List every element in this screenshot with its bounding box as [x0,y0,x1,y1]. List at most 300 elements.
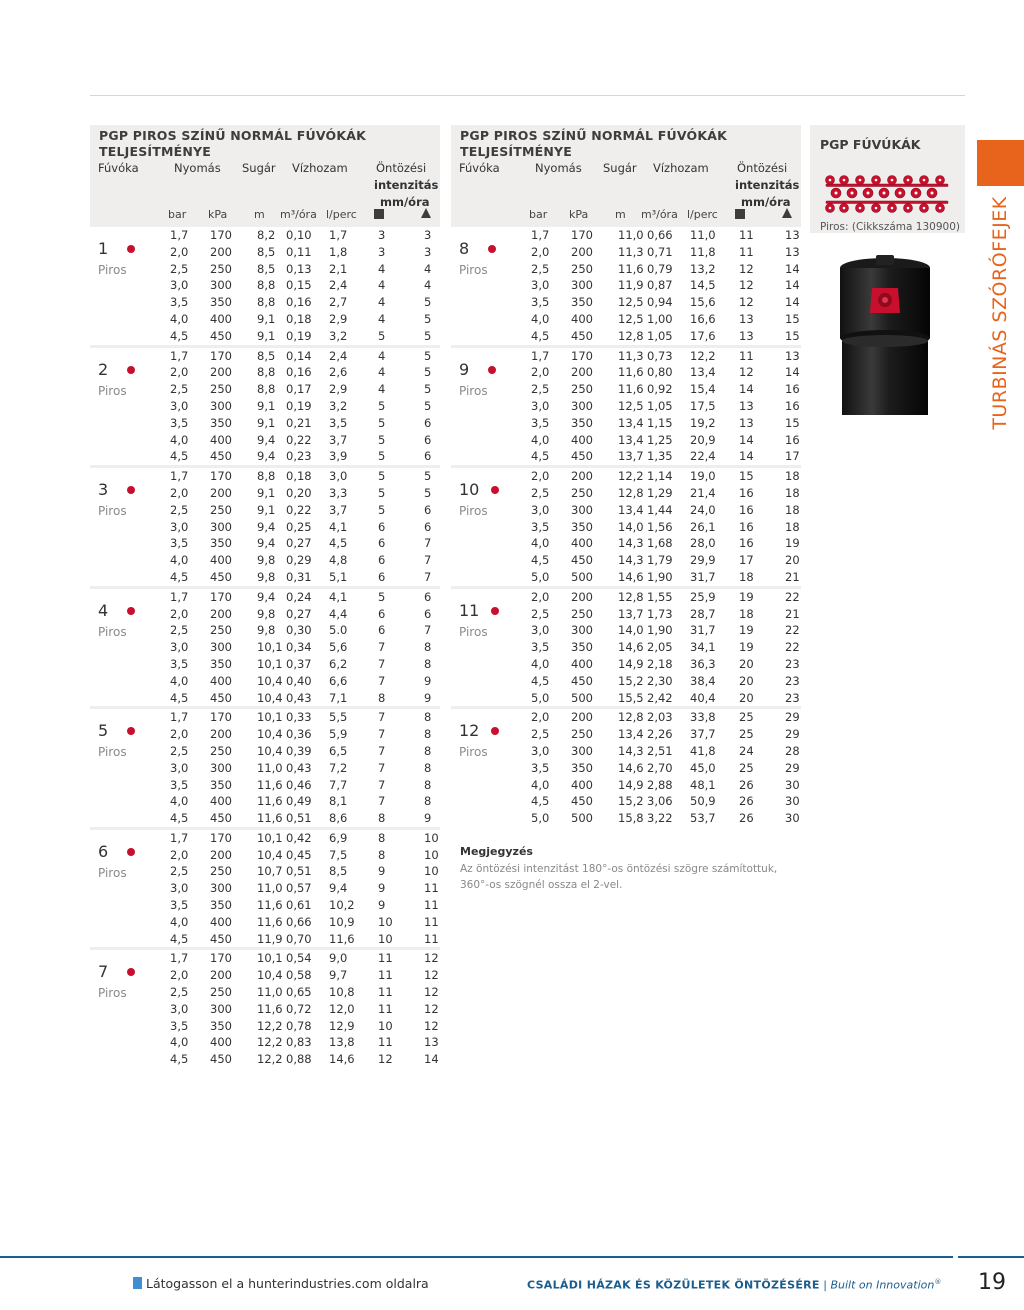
cell-bar: 4,0 [170,311,189,326]
cell-m3ora: 0,57 [286,881,312,896]
square-pattern-icon [735,209,745,219]
cell-triangle: 29 [785,760,800,775]
cell-square: 16 [739,502,754,517]
cell-lperc: 31,7 [690,623,716,638]
cell-kpa: 200 [571,469,593,484]
cell-m: 11,9 [257,931,283,946]
cell-m: 12,8 [618,710,644,725]
cell-lperc: 20,9 [690,432,716,447]
footer-link[interactable] [133,1276,429,1291]
cell-triangle: 29 [785,710,800,725]
cell-m: 9,1 [257,502,276,517]
table-row [523,398,801,415]
cell-m: 11,6 [618,382,644,397]
nozzle-color: Piros [98,986,127,1001]
table-row [523,569,801,586]
cell-square: 4 [378,295,386,310]
red-dot-icon [491,727,499,735]
cell-triangle: 9 [424,673,432,688]
cell-m: 14,3 [618,553,644,568]
left-performance-table [90,125,440,1068]
table-row [523,810,801,827]
footer-category: CSALÁDI HÁZAK ÉS KÖZÜLETEK ÖNTÖZÉSÉRE [527,1278,820,1292]
cell-lperc: 16,6 [690,311,716,326]
cell-lperc: 9,0 [329,951,348,966]
group-rows [523,468,801,586]
cell-lperc: 17,6 [690,328,716,343]
cell-m: 15,8 [618,811,644,826]
cell-bar: 1,7 [170,469,189,484]
table-row [162,294,440,311]
cell-square: 14 [739,449,754,464]
cell-square: 12 [378,1052,393,1067]
cell-m: 9,8 [257,606,276,621]
section-tab [977,140,1024,186]
cell-lperc: 3,3 [329,485,348,500]
cell-lperc: 9,4 [329,881,348,896]
cell-kpa: 300 [210,640,232,655]
cell-m3ora: 0,10 [286,228,312,242]
cell-triangle: 5 [424,328,432,343]
cell-kpa: 400 [210,914,232,929]
cell-square: 17 [739,553,754,568]
cell-m3ora: 0,27 [286,536,312,551]
cell-triangle: 11 [424,931,439,946]
cell-kpa: 350 [210,415,232,430]
nozzle-group [451,465,801,586]
cell-square: 5 [378,432,386,447]
cell-m3ora: 0,18 [286,311,312,326]
cell-m3ora: 0,51 [286,811,312,826]
cell-bar: 3,5 [170,295,189,310]
cell-m3ora: 0,73 [647,348,673,363]
nozzle-color: Piros [459,624,488,639]
table-row [162,277,440,294]
sprinkler-photo [810,233,965,415]
cell-bar: 4,5 [170,449,189,464]
nozzle-number: 9 [459,359,470,379]
cell-lperc: 19,0 [690,469,716,484]
cell-bar: 4,5 [531,449,550,464]
cell-lperc: 22,4 [690,449,716,464]
cell-m: 14,9 [618,656,644,671]
table-row [523,502,801,519]
cell-m3ora: 0,92 [647,382,673,397]
cell-square: 11 [739,228,754,242]
cell-triangle: 11 [424,898,439,913]
cell-triangle: 30 [785,777,800,792]
cell-lperc: 7,2 [329,760,348,775]
cell-m: 11,6 [257,794,283,809]
cell-triangle: 9 [424,690,432,705]
cell-lperc: 2,4 [329,348,348,363]
cell-m: 13,4 [618,727,644,742]
cell-m: 9,4 [257,589,276,604]
cell-triangle: 14 [785,261,800,276]
cell-bar: 1,7 [170,348,189,363]
cell-kpa: 350 [210,898,232,913]
cell-bar: 3,0 [170,640,189,655]
cell-m: 8,8 [257,469,276,484]
cell-m3ora: 0,43 [286,760,312,775]
cell-m3ora: 0,19 [286,328,312,343]
cell-m: 11,3 [618,348,644,363]
cell-triangle: 14 [785,365,800,380]
cell-triangle: 4 [424,278,432,293]
footer-separator: | [823,1278,827,1292]
cell-kpa: 400 [210,794,232,809]
cell-m3ora: 0,16 [286,295,312,310]
cell-m: 14,6 [618,569,644,584]
cell-square: 6 [378,606,386,621]
square-pattern-icon [374,209,384,219]
cell-lperc: 5,1 [329,569,348,584]
cell-lperc: 12,2 [690,348,716,363]
cell-m3ora: 0,94 [647,295,673,310]
cell-triangle: 10 [424,847,439,862]
cell-square: 6 [378,536,386,551]
cell-m3ora: 0,66 [286,914,312,929]
cell-m3ora: 2,88 [647,777,673,792]
cell-m: 11,0 [618,228,644,242]
cell-lperc: 3,0 [329,469,348,484]
cell-square: 7 [378,794,386,809]
cell-m3ora: 1,05 [647,328,673,343]
cell-m: 12,8 [618,589,644,604]
cell-bar: 4,5 [170,1052,189,1067]
cell-square: 16 [739,536,754,551]
cell-m3ora: 0,70 [286,931,312,946]
cell-square: 4 [378,278,386,293]
cell-lperc: 3,7 [329,432,348,447]
col-intenzitas: intenzitás [735,178,800,192]
cell-lperc: 4,8 [329,553,348,568]
cell-kpa: 250 [210,743,232,758]
cell-m3ora: 1,79 [647,553,673,568]
cell-square: 5 [378,485,386,500]
cell-square: 8 [378,811,386,826]
cell-triangle: 13 [785,228,800,242]
cell-lperc: 36,3 [690,656,716,671]
cell-square: 6 [378,569,386,584]
cell-triangle: 8 [424,727,432,742]
table-row [523,777,801,794]
cell-m: 9,8 [257,623,276,638]
table-row [523,432,801,449]
cell-bar: 4,0 [531,432,550,447]
cell-triangle: 5 [424,295,432,310]
cell-bar: 4,0 [531,777,550,792]
nozzle-number: 7 [98,962,109,982]
cell-lperc: 41,8 [690,743,716,758]
cell-bar: 2,5 [531,485,550,500]
cell-square: 24 [739,743,754,758]
footer-link-text: Látogasson el a hunterindustries.com oldalra [146,1276,429,1291]
cell-square: 9 [378,864,386,879]
table-row [162,432,440,449]
cell-m: 10,1 [257,656,283,671]
cell-kpa: 450 [571,449,593,464]
nozzle-number: 8 [459,239,470,258]
cell-m3ora: 0,14 [286,348,312,363]
cell-kpa: 250 [210,623,232,638]
cell-triangle: 17 [785,449,800,464]
cell-triangle: 28 [785,743,800,758]
table-row [162,967,440,984]
table-row [162,485,440,502]
cell-m3ora: 1,14 [647,469,673,484]
cell-kpa: 400 [571,536,593,551]
nozzle-group [90,586,440,707]
cell-m3ora: 3,22 [647,811,673,826]
cell-m3ora: 0,66 [647,228,673,242]
table-row [162,261,440,278]
table-row [162,244,440,261]
cell-triangle: 16 [785,432,800,447]
cell-m3ora: 0,40 [286,673,312,688]
table-row [162,589,440,606]
cell-square: 20 [739,656,754,671]
cell-triangle: 13 [424,1035,439,1050]
cell-m3ora: 0,43 [286,690,312,705]
unit-bar: bar [529,208,548,221]
cell-square: 7 [378,777,386,792]
cell-m: 11,6 [257,777,283,792]
cell-bar: 2,0 [170,365,189,380]
cell-lperc: 9,7 [329,968,348,983]
cell-kpa: 500 [571,811,593,826]
cell-square: 5 [378,398,386,413]
cell-triangle: 6 [424,449,432,464]
right-performance-table [451,125,801,827]
cell-kpa: 300 [571,398,593,413]
cell-bar: 4,5 [170,811,189,826]
cell-m3ora: 2,51 [647,743,673,758]
cell-lperc: 7,5 [329,847,348,862]
table-row [162,777,440,794]
table-row [162,398,440,415]
cell-triangle: 23 [785,690,800,705]
nozzle-label [451,589,523,707]
cell-square: 6 [378,623,386,638]
group-rows [162,830,440,948]
nozzle-label [90,468,162,586]
cell-m: 15,5 [618,690,644,705]
cell-m: 10,4 [257,727,283,742]
table-row [523,311,801,328]
cell-bar: 1,7 [170,951,189,966]
cell-m: 8,2 [257,228,276,242]
cell-square: 7 [378,640,386,655]
cell-triangle: 13 [785,348,800,363]
cell-lperc: 24,0 [690,502,716,517]
cell-triangle: 3 [424,228,432,242]
red-dot-icon [127,245,135,253]
unit-bar: bar [168,208,187,221]
table-row [523,277,801,294]
cell-square: 20 [739,673,754,688]
cell-m: 15,2 [618,794,644,809]
cell-m3ora: 0,30 [286,623,312,638]
cell-kpa: 300 [571,743,593,758]
nozzle-group [90,947,440,1068]
cell-kpa: 250 [571,727,593,742]
cell-square: 11 [378,985,393,1000]
table-row [162,606,440,623]
cell-lperc: 7,1 [329,690,348,705]
cell-square: 13 [739,328,754,343]
cell-kpa: 400 [571,432,593,447]
cell-kpa: 400 [571,311,593,326]
cell-kpa: 170 [571,228,593,242]
cell-triangle: 3 [424,244,432,259]
triangle-pattern-icon [782,208,792,218]
table-row [523,606,801,623]
table-row [162,227,440,244]
cell-lperc: 10,8 [329,985,355,1000]
table-row [523,535,801,552]
cell-square: 4 [378,382,386,397]
table-row [523,639,801,656]
cell-m3ora: 2,70 [647,760,673,775]
cell-lperc: 15,4 [690,382,716,397]
cell-bar: 3,5 [531,295,550,310]
cell-m3ora: 2,26 [647,727,673,742]
cell-kpa: 200 [210,244,232,259]
cell-kpa: 350 [210,777,232,792]
cell-lperc: 4,4 [329,606,348,621]
cell-m3ora: 0,79 [647,261,673,276]
note-title: Megjegyzés [460,845,533,858]
cell-m3ora: 0,61 [286,898,312,913]
cell-m3ora: 0,11 [286,244,312,259]
cell-triangle: 19 [785,536,800,551]
cell-m: 10,4 [257,968,283,983]
cell-bar: 3,5 [170,1018,189,1033]
cell-m3ora: 2,30 [647,673,673,688]
nozzle-number: 5 [98,721,109,741]
cell-triangle: 22 [785,640,800,655]
cell-triangle: 10 [424,830,439,845]
cell-triangle: 10 [424,864,439,879]
table-row [162,880,440,897]
cell-m: 9,1 [257,311,276,326]
unit-kpa: kPa [208,208,228,221]
group-rows [523,348,801,466]
cell-bar: 3,5 [531,415,550,430]
cell-bar: 2,0 [531,469,550,484]
cell-square: 5 [378,449,386,464]
cell-m3ora: 0,22 [286,432,312,447]
table-row [523,552,801,569]
cell-bar: 2,5 [170,382,189,397]
cell-square: 4 [378,365,386,380]
cell-triangle: 7 [424,553,432,568]
cell-kpa: 350 [210,656,232,671]
nozzle-label [90,709,162,827]
table-row [523,690,801,707]
cell-m: 11,6 [618,261,644,276]
cell-square: 4 [378,348,386,363]
cell-m3ora: 0,31 [286,569,312,584]
table-row [523,656,801,673]
cell-kpa: 450 [210,1052,232,1067]
group-rows [162,950,440,1068]
nozzle-group [451,586,801,707]
table-row [162,381,440,398]
cell-lperc: 3,5 [329,415,348,430]
cell-bar: 4,0 [531,311,550,326]
nozzle-label [90,348,162,466]
cell-triangle: 5 [424,365,432,380]
cell-m: 9,1 [257,415,276,430]
cell-triangle: 6 [424,502,432,517]
table-row [523,261,801,278]
cell-kpa: 250 [571,606,593,621]
red-dot-icon [127,607,135,615]
cell-lperc: 11,0 [690,228,716,242]
cell-square: 9 [378,881,386,896]
cell-m: 10,4 [257,743,283,758]
nozzle-color: Piros [459,383,488,398]
cell-m: 10,7 [257,864,283,879]
cell-bar: 2,0 [531,244,550,259]
table-row [523,415,801,432]
unit-m: m [615,208,626,221]
cell-square: 25 [739,760,754,775]
cell-m3ora: 0,21 [286,415,312,430]
group-rows [162,468,440,586]
cell-m3ora: 1,73 [647,606,673,621]
cell-kpa: 200 [210,485,232,500]
cell-lperc: 26,1 [690,519,716,534]
cell-kpa: 350 [210,536,232,551]
cell-bar: 4,0 [531,656,550,671]
cell-square: 6 [378,553,386,568]
cell-lperc: 3,2 [329,398,348,413]
table-title: PGP PIROS SZÍNŰ NORMÁL FÚVÓKÁK TELJESÍTMÉNYE [460,128,727,159]
cell-bar: 2,5 [170,985,189,1000]
cell-bar: 3,5 [170,536,189,551]
table-row [162,709,440,726]
cell-lperc: 6,2 [329,656,348,671]
nozzle-label [451,348,523,466]
cell-lperc: 4,1 [329,519,348,534]
cell-triangle: 6 [424,606,432,621]
cell-square: 12 [739,365,754,380]
cell-kpa: 300 [571,502,593,517]
cell-square: 26 [739,777,754,792]
nozzle-group [90,345,440,466]
cell-kpa: 450 [210,931,232,946]
cell-kpa: 350 [571,415,593,430]
table-row [523,743,801,760]
nozzle-number: 3 [98,480,109,500]
cell-m3ora: 2,03 [647,710,673,725]
cell-square: 25 [739,727,754,742]
red-dot-icon [127,968,135,976]
cell-kpa: 300 [210,278,232,293]
table-row [162,1001,440,1018]
table-row [523,622,801,639]
cell-m: 11,6 [257,898,283,913]
unit-lperc: l/perc [326,208,357,221]
table-row [162,950,440,967]
cell-kpa: 250 [210,864,232,879]
nozzle-label [451,227,523,345]
cell-lperc: 25,9 [690,589,716,604]
cell-triangle: 6 [424,415,432,430]
